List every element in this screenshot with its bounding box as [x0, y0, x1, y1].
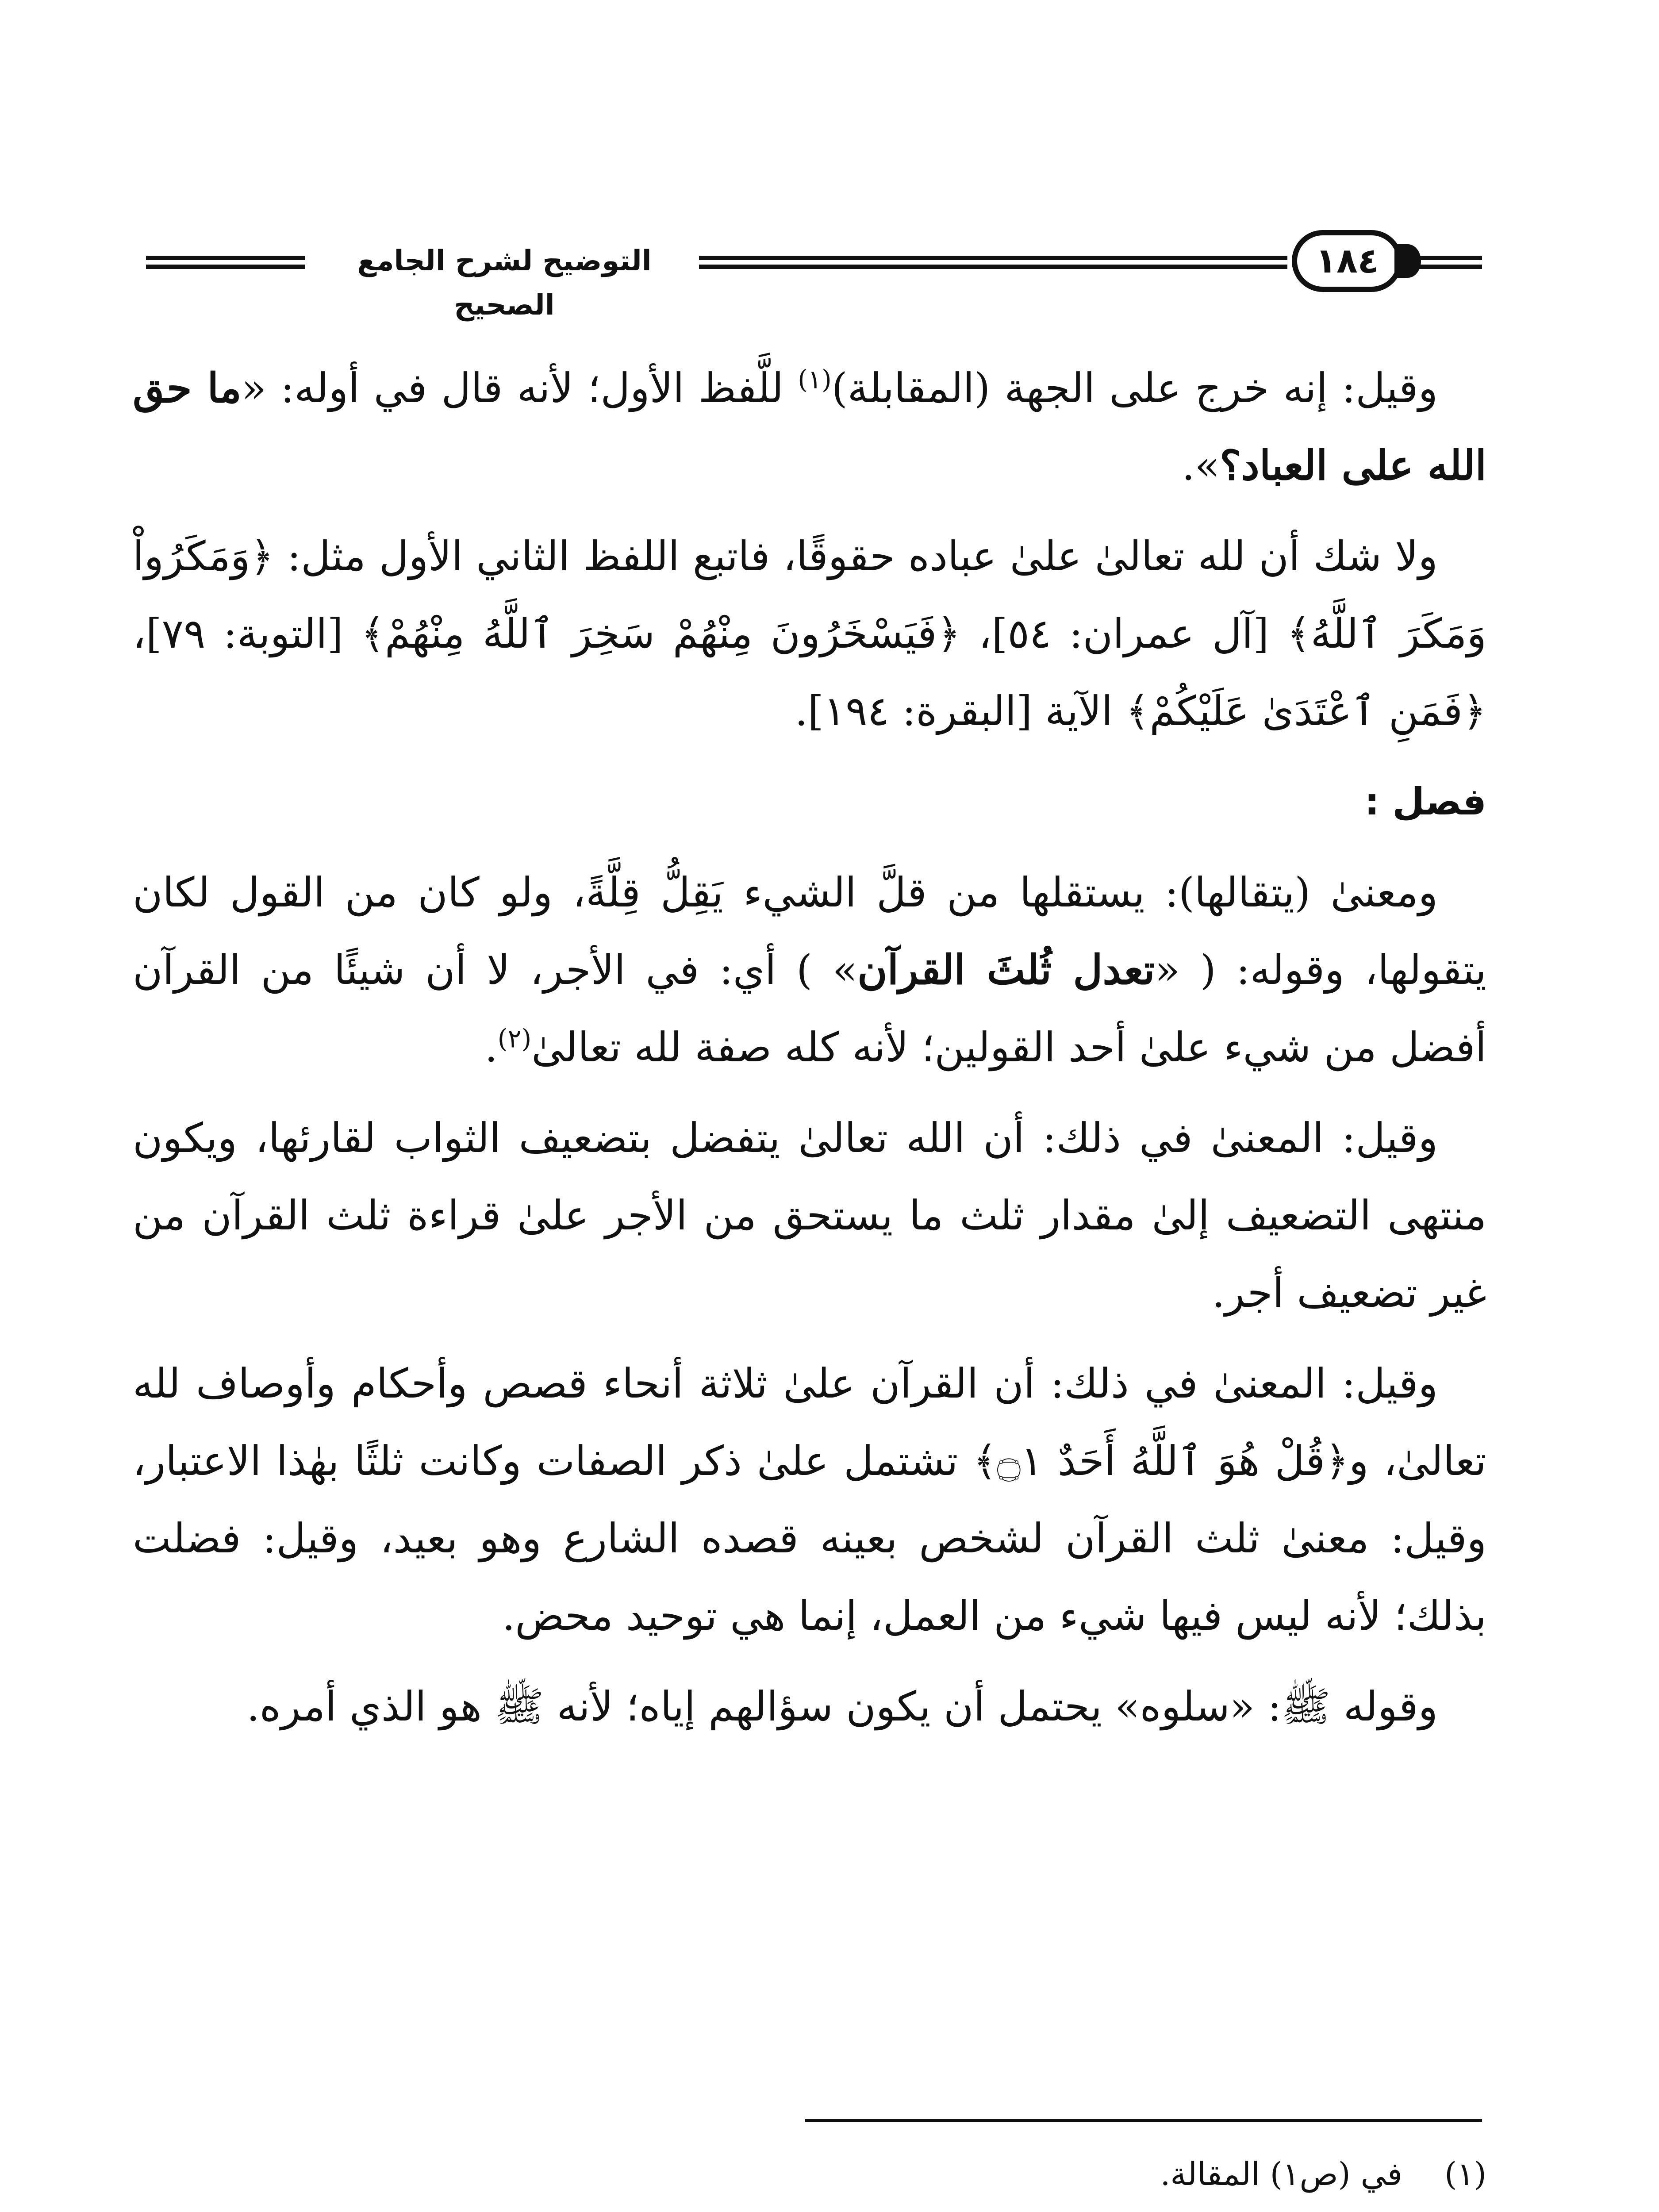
p3-hadith-quote: تعدل ثُلثَ القرآن [857, 946, 1155, 994]
main-text [133, 349, 1486, 1759]
running-title: التوضيح لشرح الجامع الصحيح [357, 245, 652, 322]
p2-ref-2: [التوبة: ٧٩]، [133, 610, 361, 657]
p3-text-c: . [484, 1024, 498, 1071]
p1-hadith-quote: ما حق الله على العباد؟ [133, 364, 1486, 489]
quran-verse-1: ﴿وَمَكَرُواْ وَمَكَرَ ٱللَّهُ﴾ [133, 533, 1486, 657]
footnotes [133, 2146, 1486, 2212]
quran-verse-2: ﴿فَيَسْخَرُونَ مِنْهُمْ سَخِرَ ٱللَّهُ مِنْهُمْ﴾ [361, 610, 961, 657]
p2-text-a: ولا شك أن لله تعالىٰ علىٰ عباده حقوقًا، فاتبع اللفظ الثاني الأول مثل: [274, 533, 1438, 580]
footnote-number: (١) [1444, 2155, 1486, 2193]
p3-text-a: ومعنىٰ (يتقالها): يستقلها من قلَّ الشيء يَقِلُّ قِلَّةً، ولو كان من القول لكان يتقولها، وقوله: ( « [133, 869, 1486, 994]
p1-text-c: ». [1182, 442, 1220, 489]
header-rule-right [1411, 256, 1482, 269]
quran-verse-4: ﴿قُلْ هُوَ ٱللَّهُ أَحَدٌ ۝١﴾ [973, 1437, 1349, 1485]
paragraph-4: وقيل: المعنىٰ في ذلك: أن الله تعالىٰ يتفضل بتضعيف الثواب لقارئها، ويكون منتهى التضعيف إلىٰ مقدار ثلث ما يستحق من الأجر علىٰ قراءة ثلث القرآن من غير تضعيف أجر. [133, 1114, 1486, 1317]
footnote-1 [133, 2146, 1486, 2202]
page-number: ١٨٤ [1292, 230, 1402, 292]
header-rule-middle [699, 256, 1287, 269]
p1-text-b: للَّفظ الأول؛ لأنه قال في أوله: « [241, 365, 798, 412]
footnote-ref-1: (١) [798, 364, 832, 395]
p2-ref-1: [آل عمران: ٥٤]، [960, 610, 1287, 657]
paragraph-6: وقوله ﷺ: «سلوه» يحتمل أن يكون سؤالهم إياه؛ لأنه ﷺ هو الذي أمره. [246, 1683, 1438, 1730]
p5-text-b: تشتمل علىٰ ذكر الصفات وكانت ثلثًا بهٰذا الاعتبار، وقيل: معنىٰ ثلث القرآن لشخص بعينه قصده الشارع وهو بعيد، وقيل: فضلت بذلك؛ لأنه ليس فيها شيء من العمل، إنما هي توحيد محض. [133, 1437, 1486, 1640]
paragraph-2 [133, 518, 1486, 750]
footnote-ref-2: (٢) [497, 1023, 532, 1054]
p3-text-b: » ) أي: في الأجر، لا أن شيئًا من القرآن أفضل من شيء علىٰ أحد القولين؛ لأنه كله صفة لله تعالىٰ [133, 946, 1486, 1071]
header-rule-left [146, 256, 305, 269]
page-header [146, 230, 1482, 322]
section-heading: فصل : [1364, 780, 1486, 823]
p2-ref-3: الآية [البقرة: ١٩٤]. [795, 687, 1126, 735]
footnote-text: في (ص١) المقالة. [1160, 2155, 1402, 2193]
paragraph-3 [133, 854, 1486, 1086]
p1-text-a: وقيل: إنه خرج على الجهة (المقابلة) [831, 365, 1438, 412]
paragraph-5 [133, 1345, 1486, 1655]
footnote-separator [805, 2119, 1482, 2122]
paragraph-1 [133, 349, 1486, 504]
p5-text-a: وقيل: المعنىٰ في ذلك: أن القرآن علىٰ ثلاثة أنحاء قصص وأحكام وأوصاف لله تعالىٰ، و [133, 1360, 1486, 1485]
quran-verse-3: ﴿فَمَنِ ٱعْتَدَىٰ عَلَيْكُمْ﴾ [1125, 687, 1486, 735]
